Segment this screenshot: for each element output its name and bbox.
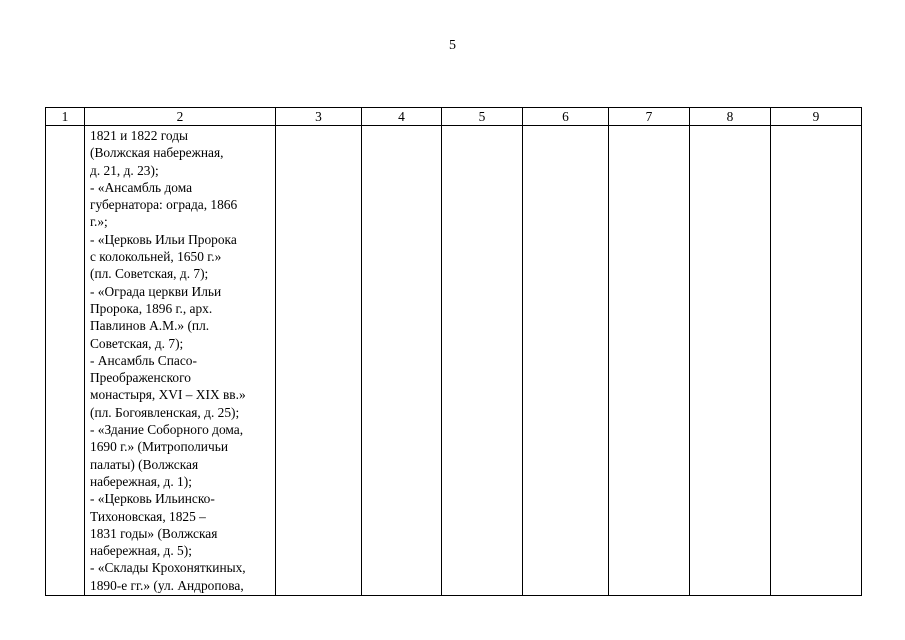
- header-cell-8: 8: [690, 108, 771, 126]
- header-cell-1: 1: [46, 108, 85, 126]
- cell-col-2: [85, 126, 276, 596]
- header-cell-2: 2: [85, 108, 276, 126]
- document-table: [45, 107, 862, 596]
- header-cell-4: 4: [362, 108, 442, 126]
- cell-col-1: [46, 126, 85, 596]
- cell-col-8: [690, 126, 771, 596]
- text-line: губернатора: ограда, 1866: [90, 197, 238, 213]
- text-line: - «Ансамбль дома: [90, 179, 193, 195]
- header-cell-5: 5: [442, 108, 523, 126]
- cell-col-5: [442, 126, 523, 596]
- cell-col-4: [362, 126, 442, 596]
- text-line: монастыря, XVI – XIX вв.»: [90, 387, 246, 403]
- text-line: Павлинов А.М.» (пл.: [90, 318, 210, 334]
- text-line: Тихоновская, 1825 –: [90, 508, 206, 524]
- text-line: - «Церковь Ильи Пророка: [90, 231, 237, 247]
- text-line: 1690 г.» (Митрополичьи: [90, 439, 228, 455]
- text-line: - «Церковь Ильинско-: [90, 491, 215, 507]
- text-line: набережная, д. 1);: [90, 473, 192, 489]
- header-cell-9: 9: [771, 108, 862, 126]
- text-line: (пл. Советская, д. 7);: [90, 266, 209, 282]
- text-line: - «Ограда церкви Ильи: [90, 283, 222, 299]
- text-line: Пророка, 1896 г., арх.: [90, 300, 213, 316]
- header-cell-3: 3: [276, 108, 362, 126]
- cell-col-3: [276, 126, 362, 596]
- page-number: 5: [449, 38, 456, 53]
- text-line: Советская, д. 7);: [90, 335, 184, 351]
- text-line: набережная, д. 5);: [90, 543, 192, 559]
- cell-col-7: [609, 126, 690, 596]
- col2-text-block: [85, 126, 275, 594]
- text-line: палаты) (Волжская: [90, 456, 199, 472]
- cell-col-6: [523, 126, 609, 596]
- text-line: - «Здание Соборного дома,: [90, 422, 244, 438]
- text-line: - «Склады Крохоняткиных,: [90, 560, 246, 576]
- text-line: 1821 и 1822 годы: [90, 128, 189, 143]
- header-cell-7: 7: [609, 108, 690, 126]
- text-line: (пл. Богоявленская, д. 25);: [90, 404, 240, 420]
- text-line: - Ансамбль Спасо-: [90, 352, 197, 368]
- text-line: д. 21, д. 23);: [90, 162, 159, 178]
- header-cell-6: 6: [523, 108, 609, 126]
- table-row: [46, 126, 862, 596]
- cell-col-9: [771, 126, 862, 596]
- table-header-row: [46, 108, 862, 126]
- text-line: Преображенского: [90, 370, 191, 386]
- text-line: г.»;: [90, 214, 108, 230]
- text-line: 1831 годы» (Волжская: [90, 525, 218, 541]
- text-line: 1890-е гг.» (ул. Андропова,: [90, 577, 244, 593]
- text-line: с колокольней, 1650 г.»: [90, 249, 222, 265]
- text-line: (Волжская набережная,: [90, 145, 224, 161]
